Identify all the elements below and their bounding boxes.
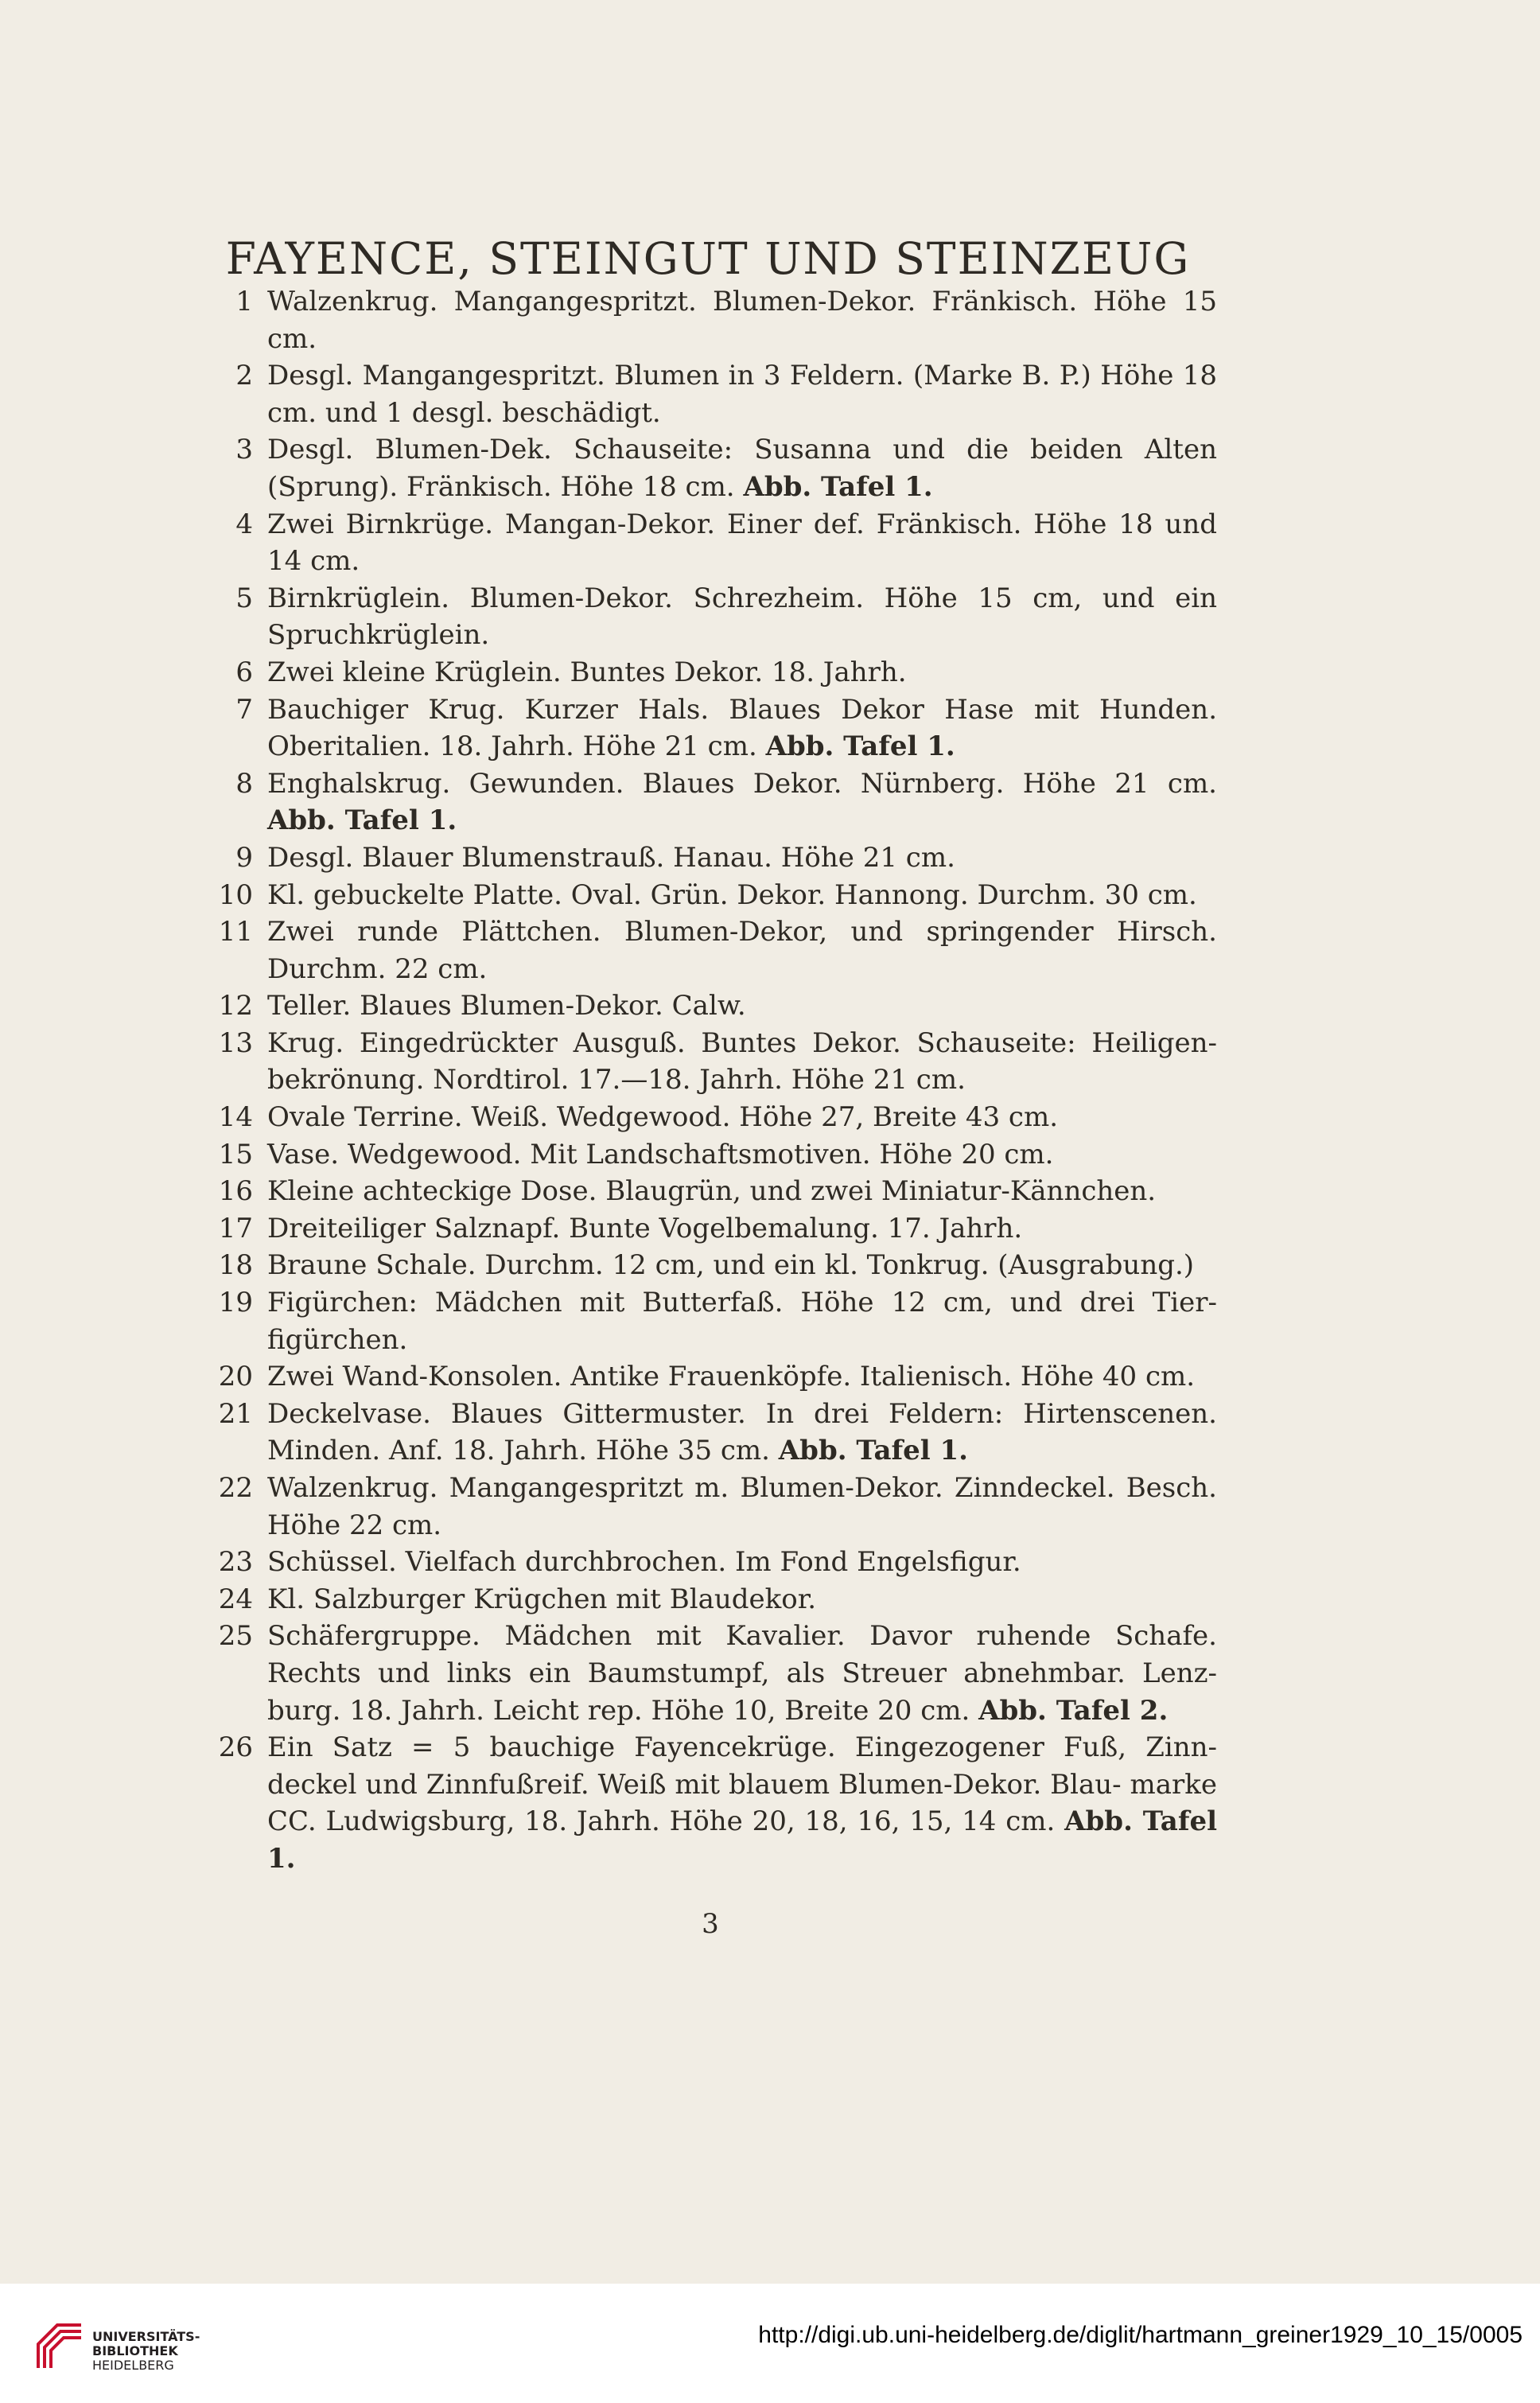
entry-number: 1 — [235, 286, 253, 317]
entry-number: 9 — [235, 841, 253, 874]
entry-number: 19 — [218, 1287, 253, 1319]
entry-description: Desgl. Blumen-Dek. Schauseite: Susanna und die beiden Alten (Sprung). Fränkisch. Höhe 18 cm. — [267, 434, 1217, 503]
entry-number: 13 — [218, 1026, 253, 1059]
entry-number: 7 — [235, 693, 253, 726]
entry-number: 10 — [218, 878, 253, 911]
catalog-entry — [207, 1396, 1217, 1470]
plate-reference: Abb. Tafel 1. — [267, 804, 457, 837]
entry-description: Birnkrüglein. Blumen-Dekor. Schrezheim. Höhe 15 cm, und ein Spruchkrüglein. — [267, 582, 1217, 652]
entry-description: Ein Satz = 5 bauchige Fayencekrüge. Eingezogener Fuß, Zinn- deckel und Zinnfußreif. Weiß mit blauem Blumen-Dekor. Blau- marke CC. Ludwigsburg, 18. Jahrh. Höhe 20, 18, 16, 15, 14 cm. — [267, 1731, 1217, 1838]
catalog-entry — [207, 506, 1217, 580]
entry-number: 3 — [235, 434, 253, 466]
entry-description: Desgl. Mangangespritzt. Blumen in 3 Feldern. (Marke B. P.) Höhe 18 cm. und 1 desgl. beschädigt. — [267, 360, 1217, 429]
entry-number: 12 — [218, 990, 253, 1022]
entry-description: Kleine achteckige Dose. Blaugrün, und zwei Miniatur-Kännchen. — [267, 1175, 1157, 1208]
library-name-line3: HEIDELBERG — [92, 2358, 174, 2373]
entry-description: Zwei kleine Krüglein. Buntes Dekor. 18. Jahrh. — [267, 656, 907, 688]
catalog-entry — [207, 1618, 1217, 1729]
entry-description: Desgl. Blauer Blumenstrauß. Hanau. Höhe 21 cm. — [267, 841, 955, 874]
entry-number: 4 — [235, 508, 253, 540]
entry-description: Zwei runde Plättchen. Blumen-Dekor, und springender Hirsch. Durchm. 22 cm. — [267, 916, 1217, 985]
plate-reference: Abb. Tafel 1. — [765, 730, 955, 763]
catalog-entry — [207, 1470, 1217, 1544]
catalog-entry — [207, 431, 1217, 505]
catalog-entry — [207, 877, 1217, 914]
catalog-entry — [207, 1247, 1217, 1284]
library-name-line2: BIBLIOTHEK — [92, 2343, 178, 2358]
page-title: FAYENCE, STEINGUT UND STEINZEUG — [225, 232, 1191, 284]
library-name-line1: UNIVERSITÄTS- — [92, 2329, 200, 2344]
entry-description: Deckelvase. Blaues Gittermuster. In drei Feldern: Hirtenscenen. Minden. Anf. 18. Jahrh. Höhe 35 cm. — [267, 1397, 1217, 1467]
catalog-entry — [207, 1099, 1217, 1136]
entry-number: 18 — [218, 1249, 253, 1282]
catalog-entry — [207, 1581, 1217, 1618]
catalog-entry — [207, 1025, 1217, 1099]
entry-description: Krug. Eingedrückter Ausguß. Buntes Dekor. Schauseite: Heiligen- bekrönung. Nordtirol. 17.—18. Jahrh. Höhe 21 cm. — [267, 1026, 1217, 1096]
source-url-link[interactable]: http://digi.ub.uni-heidelberg.de/diglit/hartmann_greiner1929_10_15/0005 — [758, 2322, 1522, 2348]
entry-number: 26 — [218, 1731, 253, 1764]
entry-description: Kl. gebuckelte Platte. Oval. Grün. Dekor. Hannong. Durchm. 30 cm. — [267, 878, 1197, 911]
entry-description: Enghalskrug. Gewunden. Blaues Dekor. Nürnberg. Höhe 21 cm. — [267, 767, 1217, 800]
entry-number: 15 — [218, 1138, 253, 1170]
entry-description: Schüssel. Vielfach durchbrochen. Im Fond Engelsfigur. — [267, 1546, 1021, 1579]
entry-description: Zwei Wand-Konsolen. Antike Frauenköpfe. Italienisch. Höhe 40 cm. — [267, 1361, 1196, 1393]
entry-number: 25 — [218, 1620, 253, 1653]
catalog-entry — [207, 987, 1217, 1025]
entry-number: 21 — [218, 1397, 253, 1430]
entry-description: Walzenkrug. Mangangespritzt m. Blumen-Dekor. Zinndeckel. Besch. Höhe 22 cm. — [267, 1472, 1217, 1541]
library-logo-icon — [33, 2320, 86, 2373]
entry-number: 17 — [218, 1212, 253, 1244]
entry-number: 16 — [218, 1175, 253, 1208]
entry-number: 20 — [218, 1361, 253, 1393]
catalog-entry — [207, 765, 1217, 839]
entry-number: 8 — [235, 767, 253, 800]
entry-description: Kl. Salzburger Krügchen mit Blaudekor. — [267, 1583, 817, 1615]
library-name — [92, 2330, 200, 2373]
catalog-entry — [207, 839, 1217, 877]
catalog-entry — [207, 1544, 1217, 1581]
entry-description: Figürchen: Mädchen mit Butterfaß. Höhe 12 cm, und drei Tier- figürchen. — [267, 1287, 1217, 1356]
catalog-entry — [207, 1210, 1217, 1248]
catalog-entry — [207, 1136, 1217, 1174]
catalog-entry — [207, 1729, 1217, 1877]
entry-number: 6 — [235, 656, 253, 688]
entry-description: Dreiteiliger Salznapf. Bunte Vogelbemalung. 17. Jahrh. — [267, 1212, 1023, 1244]
entry-description: Teller. Blaues Blumen-Dekor. Calw. — [267, 990, 746, 1022]
entry-number: 23 — [218, 1546, 253, 1579]
entry-description: Bauchiger Krug. Kurzer Hals. Blaues Dekor Hase mit Hunden. Oberitalien. 18. Jahrh. Höhe 21 cm. — [267, 693, 1217, 763]
entry-description: Zwei Birnkrüge. Mangan-Dekor. Einer def. Fränkisch. Höhe 18 und 14 cm. — [267, 508, 1217, 578]
entry-number: 11 — [218, 916, 253, 948]
entry-number: 22 — [218, 1472, 253, 1504]
page-number: 3 — [702, 1908, 719, 1940]
catalog-entry — [207, 357, 1217, 431]
catalog-entry — [207, 654, 1217, 691]
catalog-entry — [207, 1284, 1217, 1358]
catalog-entry — [207, 283, 1217, 357]
catalog-entry — [207, 580, 1217, 654]
entry-number: 24 — [218, 1583, 253, 1615]
plate-reference: Abb. Tafel 1. — [778, 1435, 968, 1467]
catalog-entry — [207, 913, 1217, 987]
entry-description: Walzenkrug. Mangangespritzt. Blumen-Dekor. Fränkisch. Höhe 15 cm. — [267, 286, 1217, 355]
entry-number: 5 — [235, 582, 253, 614]
catalog-entry — [207, 1173, 1217, 1210]
catalog-entry — [207, 1358, 1217, 1396]
entry-description: Ovale Terrine. Weiß. Wedgewood. Höhe 27, Breite 43 cm. — [267, 1101, 1059, 1134]
plate-reference: Abb. Tafel 1. — [743, 470, 933, 503]
plate-reference: Abb. Tafel 1. — [267, 1805, 1217, 1875]
entry-number: 14 — [218, 1101, 253, 1134]
entry-description: Vase. Wedgewood. Mit Landschaftsmotiven. Höhe 20 cm. — [267, 1138, 1054, 1170]
footer-bar — [0, 2284, 1540, 2403]
entry-description: Schäfergruppe. Mädchen mit Kavalier. Davor ruhende Schafe. Rechts und links ein Baumstumpf, als Streuer abnehmbar. Lenz- burg. 18. Jahrh. Leicht rep. Höhe 10, Breite 20 cm. — [267, 1620, 1217, 1727]
catalog-entry — [207, 691, 1217, 765]
catalog-list — [207, 283, 1217, 1878]
entry-description: Braune Schale. Durchm. 12 cm, und ein kl. Tonkrug. (Ausgrabung.) — [267, 1249, 1195, 1282]
plate-reference: Abb. Tafel 2. — [978, 1694, 1169, 1727]
entry-number: 2 — [235, 360, 253, 392]
